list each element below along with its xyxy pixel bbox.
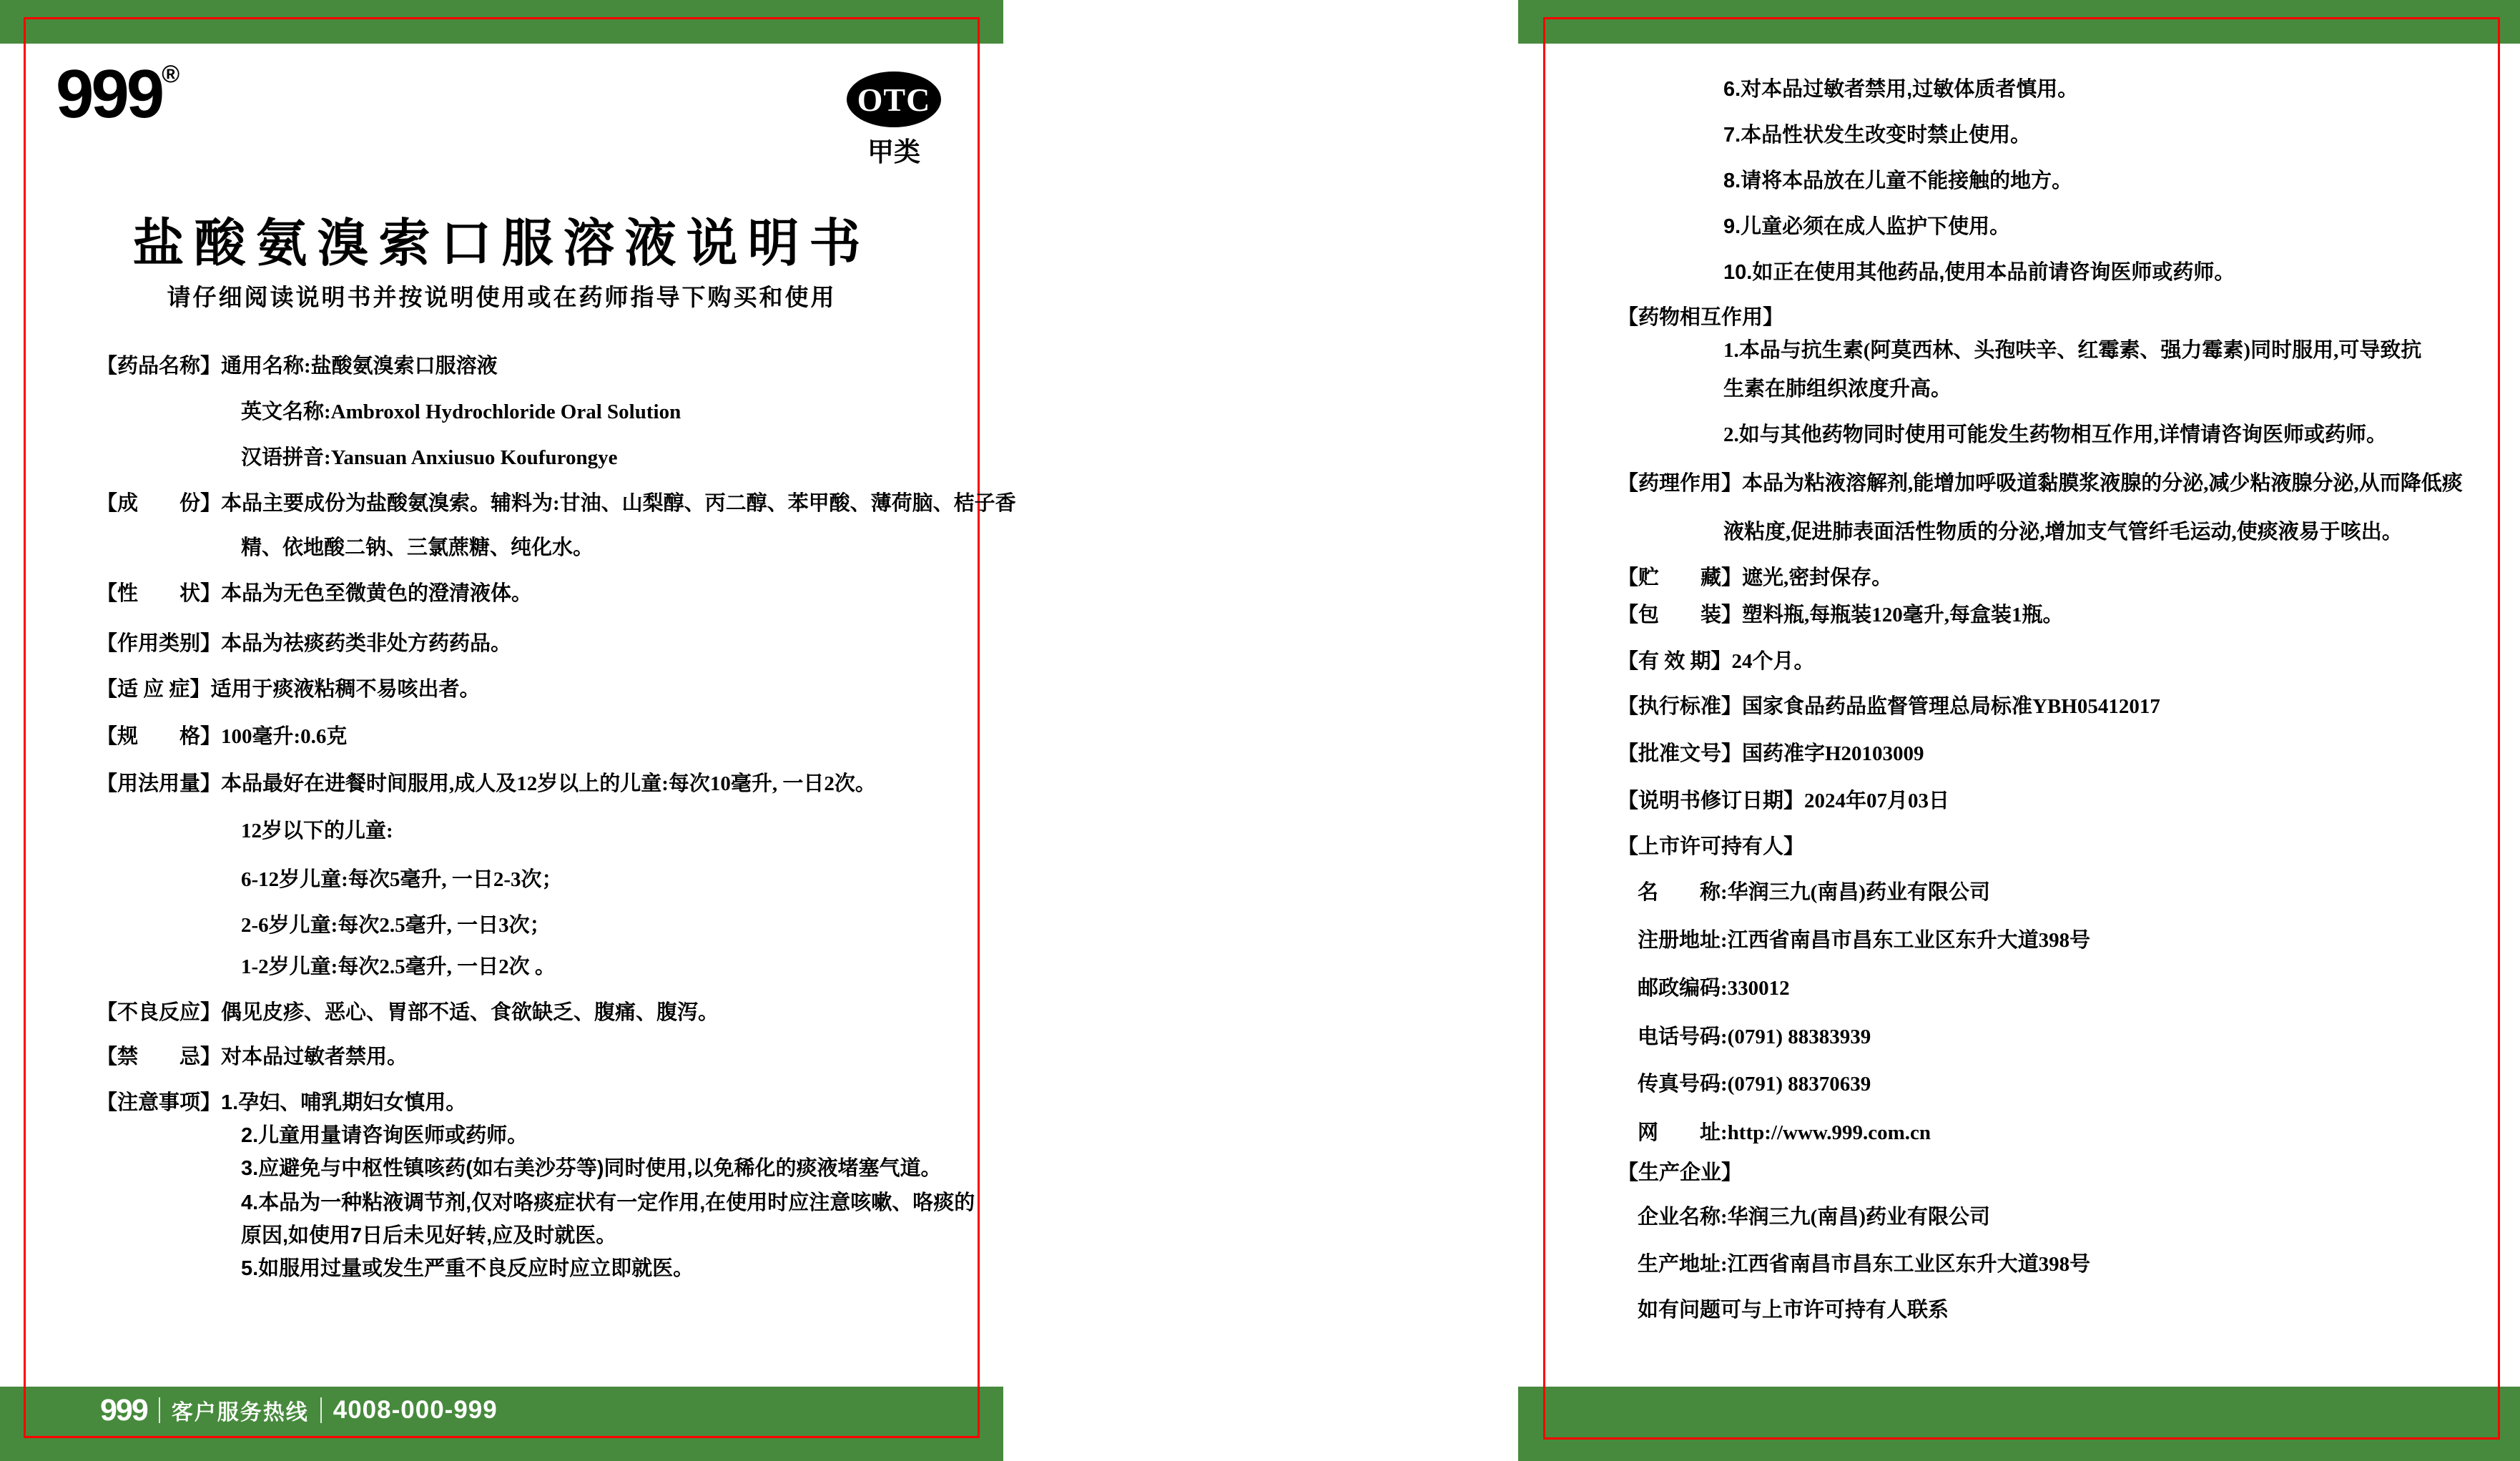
contraindications-label: 【禁 忌】 — [97, 1046, 222, 1068]
line-pharmacology-2: 液粘度,促进肺表面活性物质的分泌,增加支气管纤毛运动,使痰液易于咳出。 — [1723, 521, 2403, 543]
line-mah-website: 网 址:http://www.999.com.cn — [1638, 1121, 1931, 1144]
line-drug-name: 【药品名称】通用名称:盐酸氨溴索口服溶液 — [97, 355, 498, 378]
page-subtitle: 请仔细阅读说明书并按说明使用或在药师指导下购买和使用 — [167, 284, 837, 310]
footer-hotline-row — [100, 1392, 498, 1428]
line-contact-note: 如有问题可与上市许可持有人联系 — [1638, 1299, 1949, 1322]
line-manufacturer-name: 企业名称:华润三九(南昌)药业有限公司 — [1638, 1206, 1990, 1229]
line-dosage-1: 【用法用量】本品最好在进餐时间服用,成人及12岁以上的儿童:每次10毫升, 一日2次。 — [97, 772, 876, 795]
line-dosage-5: 1-2岁儿童:每次2.5毫升, 一日2次 。 — [241, 955, 556, 978]
line-mah-name: 名 称:华润三九(南昌)药业有限公司 — [1638, 881, 1990, 904]
line-revision-date: 【说明书修订日期】2024年07月03日 — [1618, 789, 1950, 812]
line-precautions-6: 6.对本品过敏者禁用,过敏体质者慎用。 — [1723, 78, 2079, 101]
brand-logo-text: 999 — [56, 56, 162, 132]
line-name-pinyin: 汉语拼音:Yansuan Anxiusuo Koufurongye — [241, 446, 618, 469]
registered-trademark-icon: ® — [162, 61, 180, 88]
line-dosage-3: 6-12岁儿童:每次5毫升, 一日2-3次； — [241, 868, 563, 891]
footer-service-label: 客户服务热线 — [171, 1401, 309, 1425]
brand-logo-999 — [56, 56, 180, 132]
otc-class-label: 甲类 — [867, 137, 920, 167]
line-manufacturer-address: 生产地址:江西省南昌市昌东工业区东升大道398号 — [1638, 1253, 2091, 1276]
line-name-en: 英文名称:Ambroxol Hydrochloride Oral Solution — [241, 400, 681, 423]
line-precautions-2: 2.儿童用量请咨询医师或药师。 — [241, 1124, 528, 1147]
footer-divider-2 — [320, 1397, 322, 1423]
precautions-1-text: 1.孕妇、哺乳期妇女慎用。 — [221, 1091, 467, 1114]
line-mah-fax: 传真号码:(0791) 88370639 — [1638, 1073, 1871, 1096]
line-storage: 【贮 藏】遮光,密封保存。 — [1618, 566, 1893, 589]
page-title: 盐酸氨溴索口服溶液说明书 — [132, 215, 871, 272]
line-dosage-4: 2-6岁儿童:每次2.5毫升, 一日3次； — [241, 914, 551, 937]
line-precautions-5: 5.如服用过量或发生严重不良反应时应立即就医。 — [241, 1257, 694, 1280]
line-category: 【作用类别】本品为祛痰药类非处方药药品。 — [97, 632, 512, 655]
line-interactions-1b: 生素在肺组织浓度升高。 — [1723, 378, 1952, 400]
line-contraindications — [97, 1043, 408, 1071]
line-ingredients-2: 精、依地酸二钠、三氯蔗糖、纯化水。 — [241, 536, 594, 559]
line-precautions-1 — [97, 1088, 466, 1117]
line-indications: 【适 应 症】适用于痰液粘稠不易咳出者。 — [97, 678, 481, 701]
precautions-label: 【注意事项】 — [97, 1091, 222, 1114]
line-mah-phone: 电话号码:(0791) 88383939 — [1638, 1025, 1871, 1048]
line-precautions-10: 10.如正在使用其他药品,使用本品前请咨询医师或药师。 — [1723, 261, 2235, 284]
footer-brand-logo: 999 — [100, 1392, 147, 1427]
line-pharmacology-1: 【药理作用】本品为粘液溶解剂,能增加呼吸道黏膜浆液腺的分泌,减少粘液腺分泌,从而降低痰 — [1618, 472, 2463, 495]
line-manufacturer-header: 【生产企业】 — [1618, 1161, 1743, 1184]
line-validity: 【有 效 期】24个月。 — [1618, 650, 1815, 673]
line-precautions-8: 8.请将本品放在儿童不能接触的地方。 — [1723, 169, 2073, 192]
line-mah-reg-address: 注册地址:江西省南昌市昌东工业区东升大道398号 — [1638, 929, 2091, 952]
line-precautions-4a: 4.本品为一种粘液调节剂,仅对咯痰症状有一定作用,在使用时应注意咳嗽、咯痰的 — [241, 1191, 975, 1214]
line-packaging: 【包 装】塑料瓶,每瓶装120毫升,每盒装1瓶。 — [1618, 604, 2064, 626]
line-strength: 【规 格】100毫升:0.6克 — [97, 725, 348, 748]
line-interactions-2: 2.如与其他药物同时使用可能发生药物相互作用,详情请咨询医师或药师。 — [1723, 423, 2388, 446]
line-interactions-1a: 1.本品与抗生素(阿莫西林、头孢呋辛、红霉素、强力霉素)同时服用,可导致抗 — [1723, 339, 2422, 362]
otc-badge-label: OTC — [857, 81, 931, 118]
line-ingredients-1: 【成 份】本品主要成份为盐酸氨溴索。辅料为:甘油、山梨醇、丙二醇、苯甲酸、薄荷脑、桔子香 — [97, 492, 1016, 515]
line-dosage-2: 12岁以下的儿童: — [241, 820, 393, 842]
footer-hotline-number: 4008-000-999 — [333, 1396, 498, 1424]
line-adverse-reactions: 【不良反应】偶见皮疹、恶心、胃部不适、食欲缺乏、腹痛、腹泻。 — [97, 1001, 719, 1024]
line-precautions-3: 3.应避免与中枢性镇咳药(如右美沙芬等)同时使用,以免稀化的痰液堵塞气道。 — [241, 1157, 942, 1180]
line-precautions-9: 9.儿童必须在成人监护下使用。 — [1723, 215, 2011, 238]
otc-badge — [847, 72, 941, 127]
line-standard: 【执行标准】国家食品药品监督管理总局标准YBH05412017 — [1618, 695, 2160, 718]
line-description: 【性 状】本品为无色至微黄色的澄清液体。 — [97, 582, 533, 605]
footer-divider-1 — [159, 1397, 160, 1423]
line-precautions-4b: 原因,如使用7日后未见好转,应及时就医。 — [241, 1224, 617, 1247]
line-interactions-header: 【药物相互作用】 — [1618, 306, 1784, 329]
line-precautions-7: 7.本品性状发生改变时禁止使用。 — [1723, 124, 2032, 147]
line-mah-header: 【上市许可持有人】 — [1618, 835, 1805, 858]
line-mah-postcode: 邮政编码:330012 — [1638, 977, 1790, 1000]
contraindications-text: 对本品过敏者禁用。 — [221, 1046, 408, 1068]
line-approval-number: 【批准文号】国药准字H20103009 — [1618, 742, 1924, 765]
